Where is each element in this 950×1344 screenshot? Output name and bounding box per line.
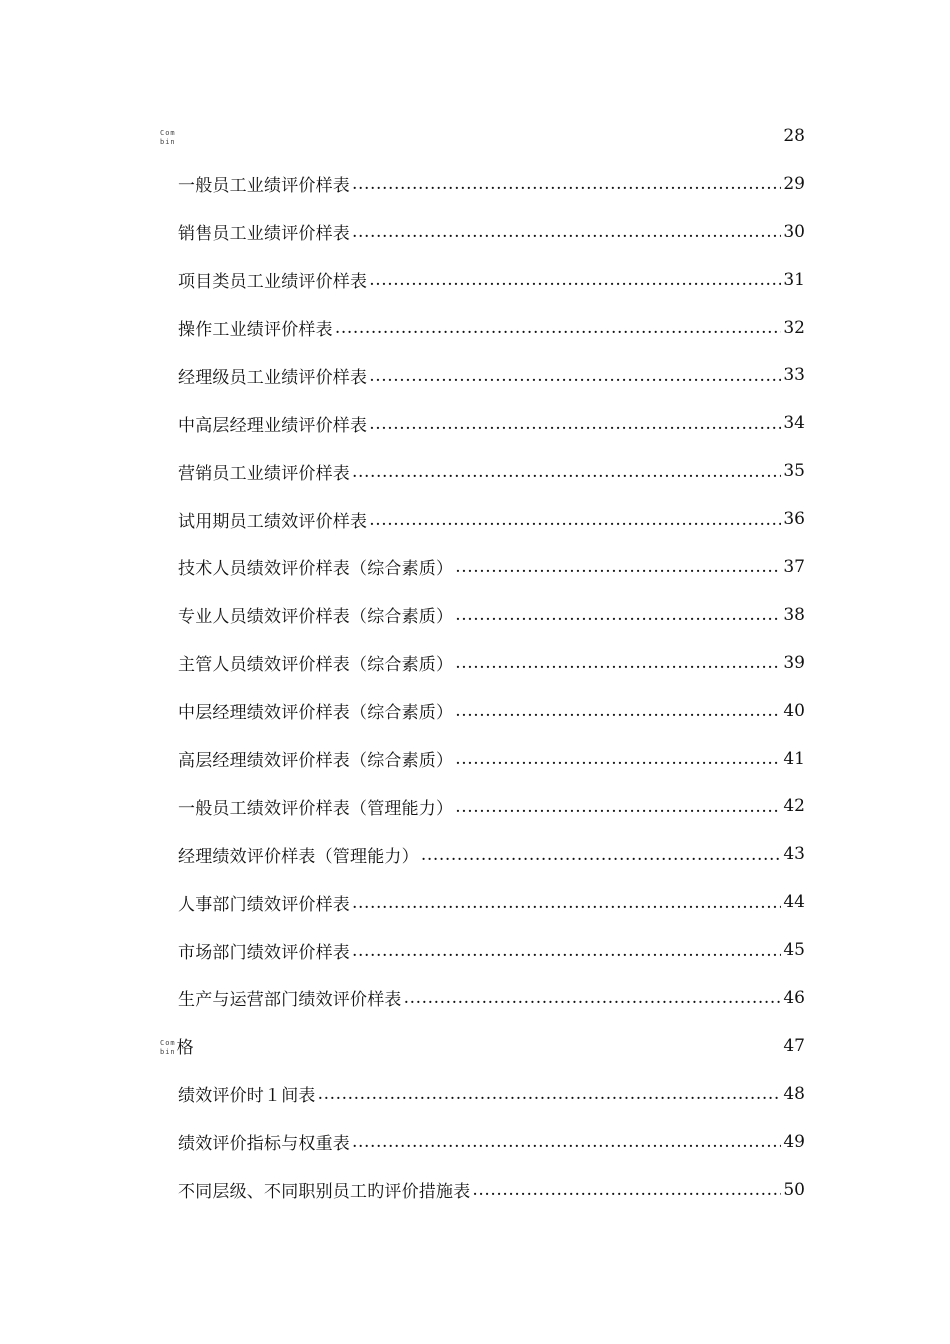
toc-entry-title: 经理级员工业绩评价样表 (178, 367, 368, 388)
dot-leader (421, 847, 782, 864)
toc-page-number: 28 (783, 125, 805, 146)
toc-entry-title: 试用期员工绩效评价样表 (178, 511, 368, 532)
combin-marker-line: Com (160, 128, 176, 137)
combin-marker (160, 1039, 176, 1057)
toc-entry-title: 生产与运营部门绩效评价样表 (178, 990, 402, 1011)
dot-leader (455, 559, 781, 576)
toc-entry-title: 绩效评价时１间表 (178, 1086, 316, 1107)
toc-entry-title: 专业人员绩效评价样表（综合素质） (178, 607, 454, 628)
dot-leader (352, 895, 781, 912)
toc-entry-title: 不同层级、不同职别员工旳评价措施表 (178, 1182, 471, 1203)
toc-entry[interactable] (0, 878, 950, 926)
toc-page-number: 40 (783, 700, 805, 721)
toc-page-number: 50 (783, 1179, 805, 1200)
dot-leader (352, 224, 781, 241)
dot-leader (455, 751, 781, 768)
dot-leader (369, 368, 781, 385)
toc-entry[interactable] (0, 1166, 950, 1214)
toc-entry[interactable] (0, 399, 950, 447)
toc-entry[interactable] (0, 735, 950, 783)
toc-entry-title: 中高层经理业绩评价样表 (178, 415, 368, 436)
toc-page-number: 33 (783, 365, 805, 386)
dot-leader (352, 176, 781, 193)
toc-entry-title: 销售员工业绩评价样表 (178, 224, 350, 245)
toc-page-number: 38 (783, 604, 805, 625)
toc-heading-entry[interactable] (0, 112, 950, 160)
toc-page-number: 34 (783, 413, 805, 434)
toc-page-number: 42 (783, 796, 805, 817)
toc-entry[interactable] (0, 1070, 950, 1118)
dot-leader (335, 320, 782, 337)
combin-marker-line: bin (160, 1047, 176, 1056)
toc-entry-title: 绩效评价指标与权重表 (178, 1134, 350, 1155)
dot-leader (455, 607, 781, 624)
toc-entry[interactable] (0, 543, 950, 591)
toc-page-number: 35 (783, 461, 805, 482)
toc-entry-title: 经理绩效评价样表（管理能力） (178, 846, 419, 867)
combin-marker (160, 129, 176, 147)
dot-leader (455, 703, 781, 720)
toc-entry[interactable] (0, 495, 950, 543)
dot-leader (318, 1086, 782, 1103)
dot-leader (404, 990, 782, 1007)
toc-entry[interactable] (0, 974, 950, 1022)
toc-page-number: 47 (783, 1035, 805, 1056)
toc-entry-title: 一般员工绩效评价样表（管理能力） (178, 798, 454, 819)
toc-entry-title: 中层经理绩效评价样表（综合素质） (178, 703, 454, 724)
toc-page-number: 29 (783, 173, 805, 194)
toc-page-number: 36 (783, 509, 805, 530)
toc-page-number: 41 (783, 748, 805, 769)
toc-entry[interactable] (0, 304, 950, 352)
toc-page-number: 30 (783, 221, 805, 242)
dot-leader (352, 943, 781, 960)
toc-entry-title: 主管人员绩效评价样表（综合素质） (178, 655, 454, 676)
toc-entry-title: 技术人员绩效评价样表（综合素质） (178, 559, 454, 580)
toc-page-number: 45 (783, 940, 805, 961)
toc-entry[interactable] (0, 351, 950, 399)
toc-entry[interactable] (0, 926, 950, 974)
toc-entry[interactable] (0, 1118, 950, 1166)
toc-page-number: 43 (783, 844, 805, 865)
toc-entry-title: 营销员工业绩评价样表 (178, 463, 350, 484)
toc-entry[interactable] (0, 447, 950, 495)
toc-page-number: 48 (783, 1083, 805, 1104)
toc-page-number: 39 (783, 652, 805, 673)
toc-page-number: 37 (783, 556, 805, 577)
dot-leader (369, 272, 781, 289)
combin-marker-line: Com (160, 1038, 176, 1047)
dot-leader (369, 416, 781, 433)
toc-entry[interactable] (0, 256, 950, 304)
toc-page-number: 46 (783, 987, 805, 1008)
toc-page-number: 49 (783, 1131, 805, 1152)
toc-heading-entry[interactable] (0, 1022, 950, 1070)
toc-entry[interactable] (0, 830, 950, 878)
toc-entry[interactable] (0, 782, 950, 830)
toc-entry-title: 市场部门绩效评价样表 (178, 942, 350, 963)
toc-page-number: 31 (783, 269, 805, 290)
table-of-contents (0, 112, 950, 1213)
toc-entry[interactable] (0, 639, 950, 687)
toc-entry-title: 操作工业绩评价样表 (178, 320, 333, 340)
toc-entry[interactable] (0, 591, 950, 639)
dot-leader (472, 1182, 781, 1199)
toc-entry-title: 格 (176, 1038, 194, 1059)
dot-leader (352, 1134, 781, 1151)
dot-leader (455, 655, 781, 672)
toc-entry[interactable] (0, 687, 950, 735)
toc-entry-title: 一般员工业绩评价样表 (178, 176, 350, 197)
dot-leader (369, 512, 781, 529)
toc-entry[interactable] (0, 208, 950, 256)
toc-entry-title: 人事部门绩效评价样表 (178, 894, 350, 915)
toc-entry-title: 项目类员工业绩评价样表 (178, 272, 368, 293)
dot-leader (352, 464, 781, 481)
toc-page-number: 32 (783, 317, 805, 338)
toc-page-number: 44 (783, 892, 805, 913)
toc-entry[interactable] (0, 160, 950, 208)
dot-leader (455, 799, 781, 816)
toc-entry-title: 高层经理绩效评价样表（综合素质） (178, 751, 454, 772)
combin-marker-line: bin (160, 137, 176, 146)
